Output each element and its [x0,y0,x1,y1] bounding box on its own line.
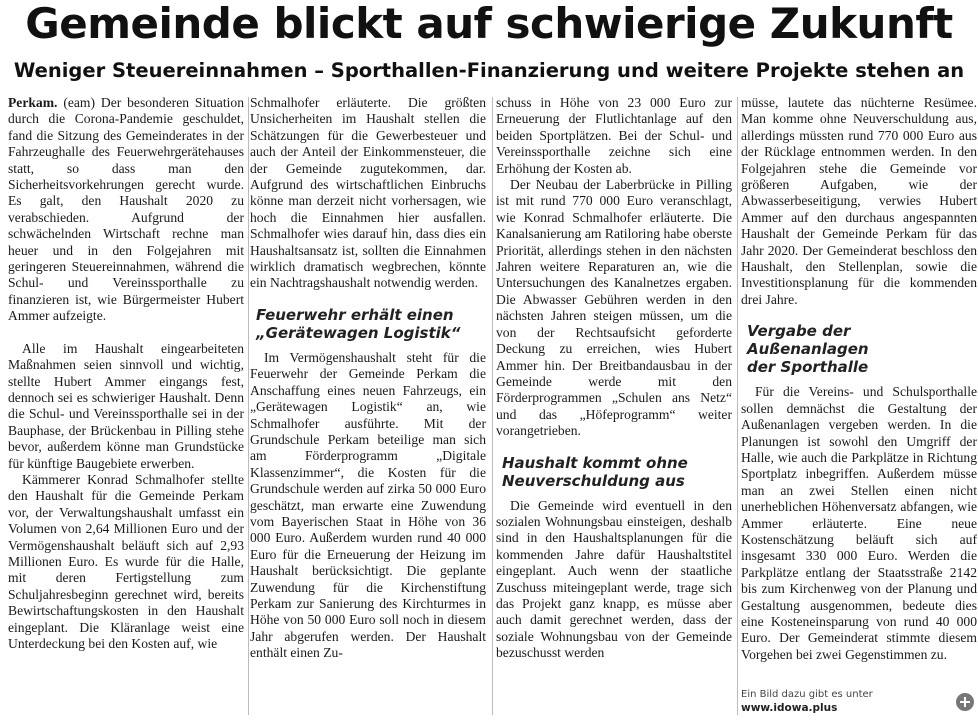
paragraph: Der Neubau der Laberbrücke in Pilling ist mit rund 770 000 Euro veranschlagt, wie Konrad Schmalhofer erläuterte. Die Kanalsanierung am Ratiloring habe oberste Priorität, allerdings stehen in den nächsten Jahren weitere Reparaturen an, wie die Untersuchungen des Kanalnetzes ergaben. Die Abwasser Gebühren werden in den nächsten Jahren steigen müssen, um die von der Rechtsaufsicht geforderte Deckung zu erreichen, wies Hubert Ammer hin. Der Breitbandausbau in der Gemeinde werde mit den Förderprogrammen „Schulen ans Netz“ und das „Höfeprogramm“ weiter vorangetrieben. [496,177,732,439]
plus-icon [956,693,974,711]
paragraph [8,95,244,325]
dateline: Perkam. [8,95,58,110]
teaser-text: Ein Bild dazu gibt es unter [741,689,873,700]
online-teaser [741,688,978,718]
paragraph: müsse, lautete das nüchterne Resümee. Man komme ohne Neuverschuldung aus, allerdings müssten rund 770 000 Euro aus der Rücklage entnommen werden. In den Folgejahren stehe die Gemeinde vor größeren Aufgaben, wie der Abwasserbeseitigung, verwies Hubert Ammer auf den durchaus angespannten Haushalt der Gemeinde Perkam für das Jahr 2020. Der Gemeinderat beschloss den Haushalt, den Stellenplan, sowie die Investitionsplanung für die kommenden drei Jahre. [741,95,977,307]
paragraph: Für die Vereins- und Schulsporthalle sollen demnächst die Gestaltung der Außenanlagen vergeben werden. In die Planungen ist sowohl den Umgriff der Halle, wie auch die Parkplätze in Richtung Sportplatz inbegriffen. Außerdem müsse man an zwei Stellen einen nicht unerheblichen Höhenversatz abfangen, wie Ammer erläuterte. Eine neue Kostenschätzung beläuft sich auf insgesamt 330 000 Euro. Werden die Parkplätze entlang der Staatsstraße 2142 bis zum Kirchenweg von der Planung und Gestaltung ausgenommen, bedeute dies eine Kosteneinsparung von rund 40 000 Euro. Der Gemeinderat stimmte diesem Vorgehen bei zwei Gegenstimmen zu. [741,384,977,662]
paragraph: schuss in Höhe von 23 000 Euro zur Erneuerung der Flutlichtanlage auf den beiden Sportplätzen. Bei der Schul- und Vereinssporthalle zeichne sich eine Erhöhung der Kosten ab. [496,95,732,176]
column-divider [492,97,493,715]
article-column-4 [741,95,977,685]
article-column-1 [8,95,244,717]
article-column-3 [496,95,732,717]
article-column-2 [250,95,486,717]
paragraph-text: (eam) Der besonderen Situation durch die Corona-Pandemie geschuldet, fand die Sitzung des Gemeinderates in der Fahrzeughalle des Feuerwehrgerätehauses statt, so dass man den Sicherheitsvorkehrungen gerecht wurde. Es galt, den Haushalt 2020 zu verabschieden. Aufgrund der schwächelnden Wirtschaft rechne man heuer und in den Folgejahren mit geringeren Steuereinnahmen, während die Schul- und Vereinssporthalle zu finanzieren ist, wie Bürgermeister Hubert Ammer aufzeigte. [8,95,244,324]
paragraph: Kämmerer Konrad Schmalhofer stellte den Haushalt für die Gemeinde Perkam vor, der Verwaltungshaushalt umfasst ein Volumen von 2,64 Millionen Euro und der Vermögenshaushalt beläuft sich auf 2,93 Millionen Euro. Es wurde für die Halle, mit deren Fertigstellung zum Schuljahresbeginn gerechnet wird, bereits Bewirtschaftungskosten in den Haushalt eingeplant. Die Kläranlage weist eine Unterdeckung bei den Kosten auf, wie [8,471,244,651]
section-heading: Vergabe der Außenanlagen der Sporthalle [747,322,869,377]
section-heading: Feuerwehr erhält einen „Gerätewagen Logistik“ [256,305,461,342]
paragraph: Im Vermögenshaushalt steht für die Feuerwehr der Gemeinde Perkam die Anschaffung eines neuen Fahrzeugs, ein „Gerätewagen Logistik“ an, wie Schmalhofer ausführte. Mit der Grundschule Perkam beteilige man sich am Förderprogramm „Digitale Klassenzimmer“, die Kosten für die Grundschule werden auf zirka 50 000 Euro geschätzt, man erwarte eine Zuwendung vom Bayerischen Staat in Höhe von 36 000 Euro. Außerdem wurden rund 40 000 Euro für die Erneuerung der Heizung im Haushalt berücksichtigt. Die geplante Zuwendung für die Kirchenstiftung Perkam zur Sanierung des Kirchturmes in Höhe von 50 000 Euro soll noch in diesem Jahr abgerufen werden. Der Haushalt enthält einen Zu- [250,349,486,661]
subheadline: Weniger Steuereinnahmen – Sporthallen-Finanzierung und weitere Projekte stehen an [13,59,965,82]
section-heading: Haushalt kommt ohne Neuverschuldung aus [502,453,688,490]
column-divider [248,97,249,715]
paragraph: Alle im Haushalt eingearbeiteten Maßnahmen seien sinnvoll und wichtig, stellte Hubert Ammer eingangs fest, dennoch sei es schwieriger Haushalt. Denn die Schul- und Vereinssporthalle sei in der Bauphase, der Brückenbau in Pilling stehe bevor, außerdem könne man Grundstücke für künftige Baugebiete erwerben. [8,340,244,471]
paragraph: Die Gemeinde wird eventuell in den sozialen Wohnungsbau einsteigen, deshalb sind in den Haushaltsplanungen für die kommenden Jahre dafür Haushaltstitel eingeplant. Auch wenn der staatliche Zuschuss miteingeplant werde, trage sich das Projekt ganz knapp, es müsse aber auch damit gerechnet werden, dass der soziale Wohnungsbau von der Gemeinde bezuschusst werden [496,497,732,661]
paragraph: Schmalhofer erläuterte. Die größten Unsicherheiten im Haushalt stellen die Schätzungen für die Gewerbesteuer und auch der Anteil der Einkommensteuer, die der Gemeinde zugutekommen, dar. Aufgrund des wirtschaftlichen Einbruchs könne man derzeit nicht vorhersagen, wie hoch die Einnahmen hier ausfallen. Schmalhofer wies darauf hin, dass dies ein Haushaltsansatz ist, sollten die Einnahmen wirklich dramatisch wegbrechen, könnte ein Nachtragshaushalt notwendig werden. [250,95,486,291]
headline: Gemeinde blickt auf schwierige Zukunft [25,0,953,48]
teaser-url[interactable]: www.idowa.plus [741,702,838,714]
column-divider [737,97,738,715]
